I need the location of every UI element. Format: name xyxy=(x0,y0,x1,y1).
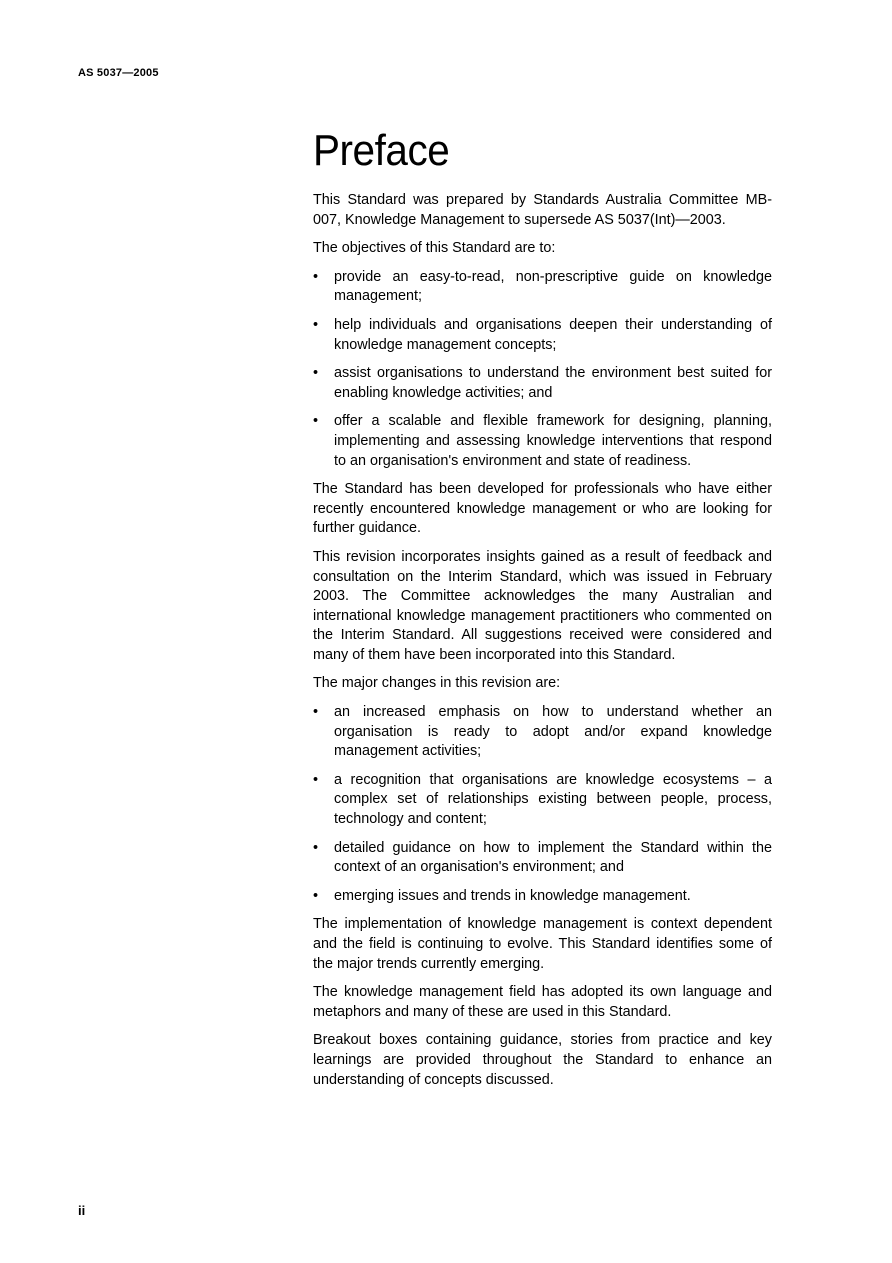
language-paragraph: The knowledge management field has adopted its own language and metaphors and many of these are used in this Standard. xyxy=(313,984,772,1020)
list-item-text: emerging issues and trends in knowledge management. xyxy=(334,887,691,904)
bullet-icon: • xyxy=(313,771,319,788)
bullet-icon: • xyxy=(313,365,319,382)
list-item xyxy=(313,771,772,830)
breakout-paragraph: Breakout boxes containing guidance, stories from practice and key learnings are provided throughout the Standard to enhance an understanding of concepts discussed. xyxy=(313,1032,772,1088)
implementation-paragraph: The implementation of knowledge management is context dependent and the field is continuing to evolve. This Standard identifies some of the major trends currently emerging. xyxy=(313,916,772,972)
objectives-list xyxy=(313,268,772,471)
list-item-text: provide an easy-to-read, non-prescriptive guide on knowledge management; xyxy=(334,268,772,305)
objectives-lead: The objectives of this Standard are to: xyxy=(313,240,556,257)
list-item-text: an increased emphasis on how to understand whether an organisation is ready to adopt and/or expand knowledge management activities; xyxy=(334,704,772,760)
list-item-text: help individuals and organisations deepen their understanding of knowledge management concepts; xyxy=(334,316,772,353)
bullet-icon: • xyxy=(313,268,319,285)
list-item xyxy=(313,412,772,471)
changes-list xyxy=(313,703,772,906)
intro-paragraph: This Standard was prepared by Standards Australia Committee MB-007, Knowledge Management to supersede AS 5037(Int)—2003. xyxy=(313,192,772,228)
list-item xyxy=(313,268,772,307)
list-item-text: assist organisations to understand the environment best suited for enabling knowledge activities; and xyxy=(334,365,772,401)
list-item xyxy=(313,364,772,403)
list-item xyxy=(313,316,772,355)
list-item xyxy=(313,887,772,907)
audience-paragraph: The Standard has been developed for professionals who have either recently encountered knowledge management or who are looking for further guidance. xyxy=(313,481,772,537)
preface-section xyxy=(313,123,772,1099)
revision-paragraph: This revision incorporates insights gained as a result of feedback and consultation on the Interim Standard, which was issued in February 2003. The Committee acknowledges the many Australian and international knowledge management practitioners who commented on the Interim Standard. All suggestions received were considered and many of them have been incorporated into this Standard. xyxy=(313,548,772,663)
bullet-icon: • xyxy=(313,413,319,430)
list-item-text: detailed guidance on how to implement the Standard within the context of an organisation's environment; and xyxy=(334,839,772,876)
bullet-icon: • xyxy=(313,887,319,904)
page-number: ii xyxy=(78,1203,86,1218)
list-item-text: a recognition that organisations are knowledge ecosystems – a complex set of relationships existing between people, process, technology and content; xyxy=(334,771,772,828)
document-code: AS 5037—2005 xyxy=(78,67,159,79)
bullet-icon: • xyxy=(313,839,319,856)
bullet-icon: • xyxy=(313,704,319,721)
list-item-text: offer a scalable and flexible framework for designing, planning, implementing and assessing knowledge interventions that respond to an organisation's environment and state of readiness. xyxy=(334,413,772,469)
list-item xyxy=(313,703,772,762)
list-item xyxy=(313,839,772,878)
changes-lead: The major changes in this revision are: xyxy=(313,675,561,692)
page-title: Preface xyxy=(313,126,450,175)
bullet-icon: • xyxy=(313,316,319,333)
